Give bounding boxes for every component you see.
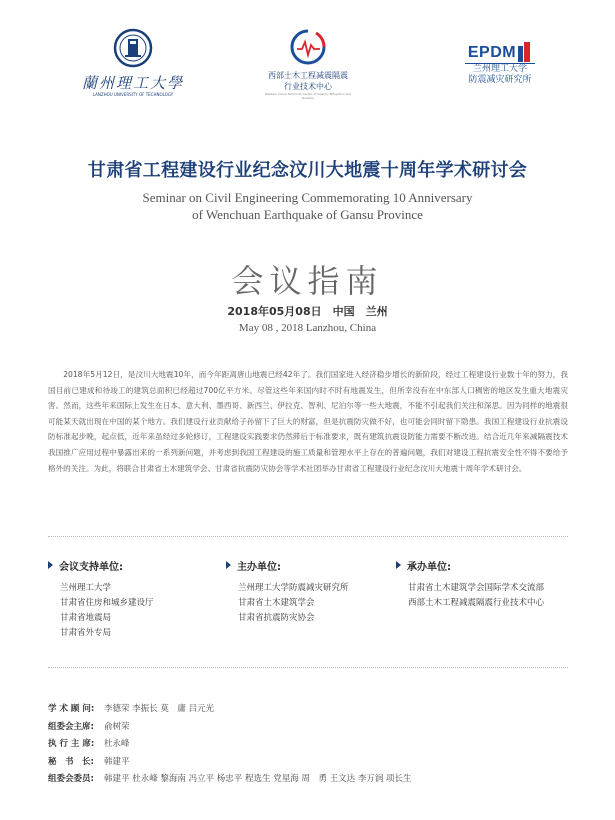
epdm-line2: 防震减灾研究所 [468,75,532,85]
date-cn: 2018年05月08日 中国 兰州 [227,305,388,318]
support-heading: 会议支持单位: [59,561,123,573]
list-item: 甘肃省地震局 [60,613,112,623]
center-name-line2: 行业技术中心 [284,82,332,91]
committee-label: 秘 书 长: [48,756,94,767]
list-item: 兰州理工大学防震减灾研究所 [238,583,349,593]
lut-emblem-icon [113,28,153,68]
committee-row [48,701,578,719]
divider [48,536,568,537]
center-name-en: Western China Technical Center of Seismic Mitigation and Isolation [264,92,352,100]
committee-members: 李德荣 李振长 莫 庸 吕元光 [104,704,215,714]
list-item: 甘肃省外专局 [60,628,112,638]
seminar-title-en-line1: Seminar on Civil Engineering Commemorating 10 Anniversary [142,190,473,205]
seminar-title-cn: 甘肃省工程建设行业纪念汶川大地震十周年学术研讨会 [87,160,528,181]
logo-bar [0,28,615,118]
building-icon [516,42,532,62]
committee-label: 组委会委员: [48,774,94,785]
committee-list [48,701,578,789]
support-list [48,581,223,641]
committee-members: 杜永峰 [104,739,130,750]
committee-row [48,754,578,772]
list-item: 西部土木工程减震隔震行业技术中心 [408,598,545,608]
organizer-units [396,557,578,611]
committee-label: 执 行 主 席: [48,739,95,750]
host-list [226,581,401,626]
center-logo [258,28,358,100]
committee-members: 韩建平 [104,756,130,767]
committee-row [48,771,578,789]
list-item: 甘肃省抗震防灾协会 [238,613,315,623]
list-item: 兰州理工大学 [60,583,112,593]
host-heading: 主办单位: [237,561,281,573]
organizer-heading: 承办单位: [407,561,451,573]
triangle-bullet-icon [396,561,401,569]
committee-members: 俞树荣 [104,721,130,732]
lut-name-cn: 蘭州理工大學 [81,74,184,92]
committee-row [48,736,578,754]
center-name-line1: 西部土木工程减震隔震 [268,71,348,80]
committee-label: 学 术 顾 问: [48,704,95,714]
host-units [226,557,401,626]
support-units [48,557,223,641]
seismic-center-emblem-icon [289,28,327,66]
organizer-list [396,581,578,611]
intro-paragraph: 2018年5月12日，是汶川大地震10年，而今年距离唐山地震已经42年了。我们国家进入经济稳步增长的新阶段，经过工程建设行业数十年的努力，我国目前已建成和待竣工的建筑总面积已经超过700亿平方米。尽管这些年来国内时不时有地震发生，但所幸没有在中东部人口稠密的地区发生重大地震灾害。然而，这些年来国际上发生在日本、意大利、墨西哥、新西兰、伊拉克、智利、尼泊尔等一些大地震，不能不引起我们关注和深思。因为同样的地震很可能某天就出现在中国的某个地方。我们建设行业贡献给子孙留下了巨大的财富，但是抗震防灾做不好，也可能会同时留下隐患。我国工程建设行业抗震设防标准起步晚，起点低，近年来虽经过多轮修订，工程建设实践要求仍然滞后于标准要求，既有建筑抗震设防能力需要不断改进。结合近几年来减隔震技术我国推广应用过程中暴露出来的一系列新问题，并考虑到我国工程建设的施工质量和管理水平上存在的普遍问题，我们对建设工程抗震安全性不得不要给予格外的关注。为此，将联合甘肃省土木建筑学会、甘肃省抗震防灾协会等学术社团举办甘肃省工程建设行业纪念汶川大地震十周年学术研讨会。 [48,370,568,473]
divider [48,667,568,668]
organizing-units [48,557,578,657]
triangle-bullet-icon [226,561,231,569]
lut-name-en: LANZHOU UNIVERSITY OF TECHNOLOGY [92,92,174,97]
page-title: 会议指南 [231,262,384,300]
seminar-title-en-line2: of Wenchuan Earthquake of Gansu Province [192,207,423,222]
date-en: May 08 , 2018 Lanzhou, China [238,322,377,334]
committee-members: 韩建平 杜永峰 黎海南 冯立平 杨忠平 程选生 党星海 周 勇 王文达 李万润 项长生 [104,774,412,785]
epdm-line1: 兰州理工大学 [472,64,527,74]
seminar-title-en [0,189,615,223]
list-item: 甘肃省土木建筑学会 [238,598,315,608]
lut-logo [78,28,188,97]
list-item: 甘肃省土木建筑学会国际学术交流部 [408,583,545,593]
epdm-logo [445,28,555,86]
epdm-acronym: EPDM [467,44,517,61]
triangle-bullet-icon [48,561,53,569]
list-item: 甘肃省住房和城乡建设厅 [60,598,154,608]
committee-row [48,719,578,737]
committee-label: 组委会主席: [48,721,94,732]
